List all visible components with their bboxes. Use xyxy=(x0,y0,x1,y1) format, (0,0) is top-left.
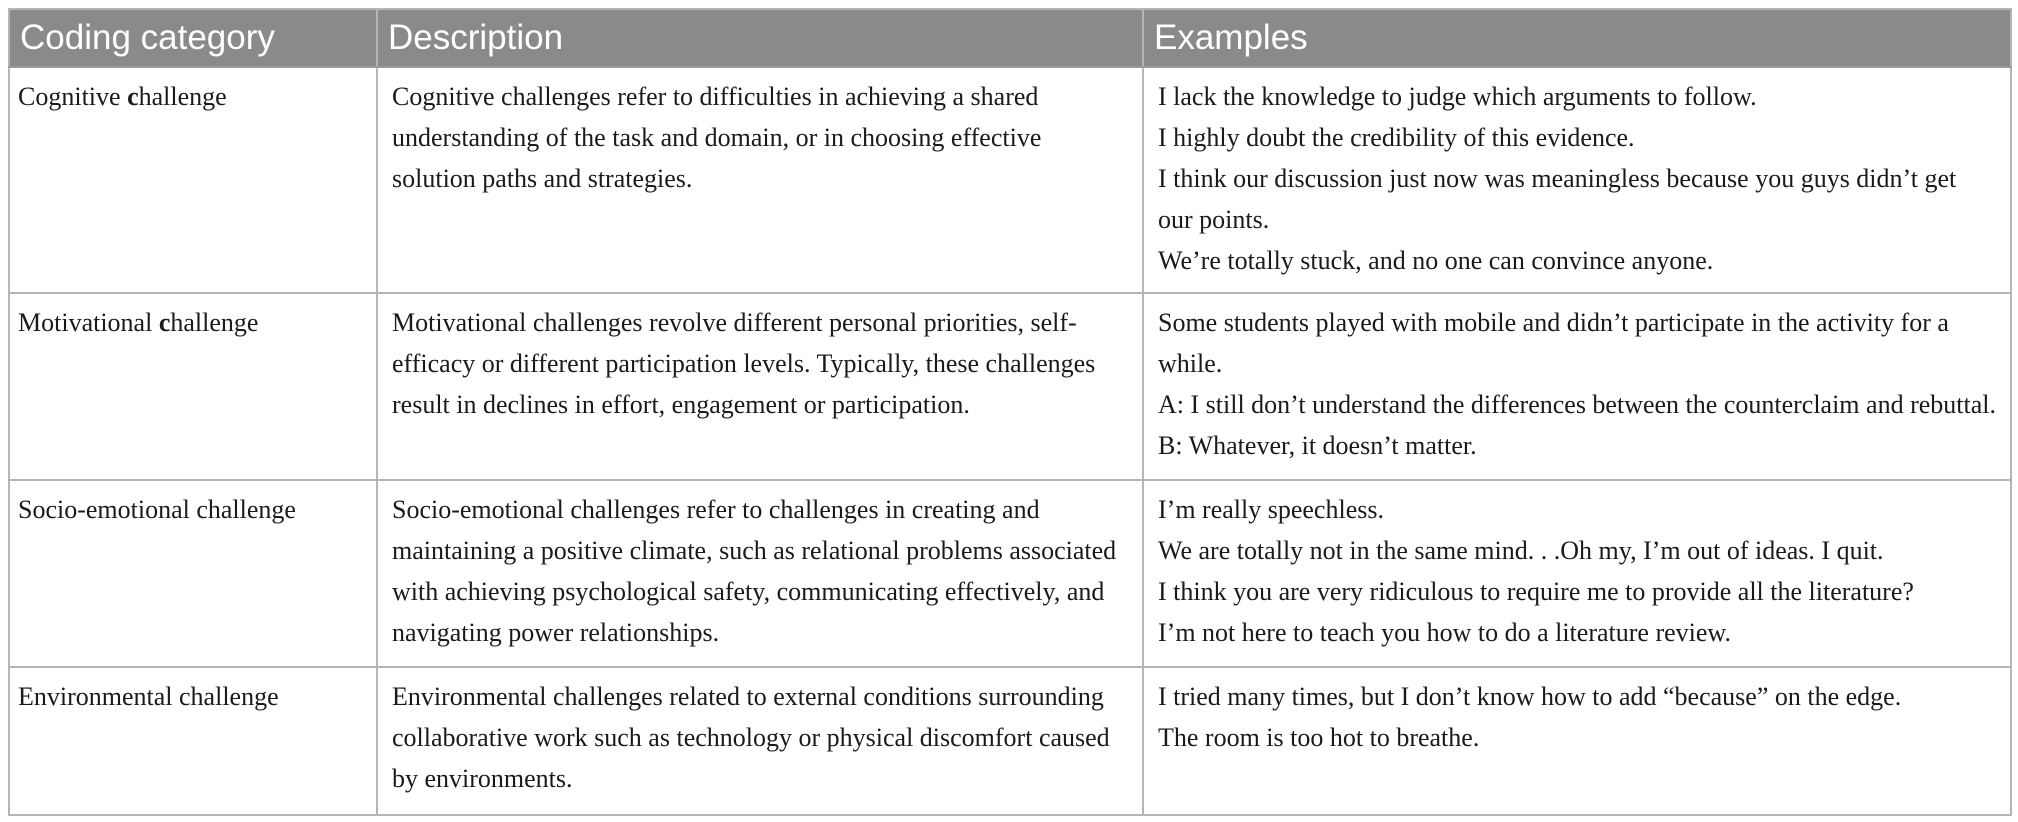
example-line: I’m not here to teach you how to do a literature review. xyxy=(1158,618,1731,647)
category-text-bold: c xyxy=(127,82,139,111)
table-row-socio-emotional xyxy=(9,480,2011,667)
coding-category-table xyxy=(8,8,2012,816)
category-text-end: hallenge xyxy=(170,308,259,337)
description-cell: Cognitive challenges refer to difficulties in achieving a shared understanding of the task and domain, or in choosing effective solution paths and strategies. xyxy=(377,67,1143,293)
category-text-end: hallenge xyxy=(138,82,227,111)
examples-cell xyxy=(1143,667,2011,815)
category-text-start: Motivational xyxy=(18,308,159,337)
examples-cell xyxy=(1143,480,2011,667)
category-text-bold: c xyxy=(158,308,171,337)
example-line: We’re totally stuck, and no one can convince anyone. xyxy=(1158,246,1714,275)
example-line: I think our discussion just now was meaningless because you guys didn’t get our points. xyxy=(1158,164,1957,234)
description-cell: Socio-emotional challenges refer to challenges in creating and maintaining a positive climate, such as relational problems associated with achieving psychological safety, communicating effectively, and navigating power relationships. xyxy=(377,480,1143,667)
description-cell: Motivational challenges revolve different personal priorities, self-efficacy or different participation levels. Typically, these challenges result in declines in effort, engagement or participation. xyxy=(377,293,1143,480)
category-cell xyxy=(9,67,377,293)
example-line: I’m really speechless. xyxy=(1158,495,1384,524)
header-coding-category: Coding category xyxy=(9,9,377,67)
table-row-motivational xyxy=(9,293,2011,480)
category-text-start: Cognitive xyxy=(18,82,128,111)
example-line: The room is too hot to breathe. xyxy=(1158,723,1480,752)
example-line: I lack the knowledge to judge which arguments to follow. xyxy=(1158,82,1757,111)
examples-cell xyxy=(1143,293,2011,480)
category-cell xyxy=(9,293,377,480)
example-line: Some students played with mobile and didn’t participate in the activity for a while. xyxy=(1158,308,1949,378)
table-header-row xyxy=(9,9,2011,67)
table-row-cognitive xyxy=(9,67,2011,293)
example-line: I highly doubt the credibility of this evidence. xyxy=(1158,123,1635,152)
examples-cell xyxy=(1143,67,2011,293)
header-description: Description xyxy=(377,9,1143,67)
category-cell: Socio-emotional challenge xyxy=(9,480,377,667)
header-examples: Examples xyxy=(1143,9,2011,67)
example-line: We are totally not in the same mind. . .Oh my, I’m out of ideas. I quit. xyxy=(1158,536,1884,565)
example-line: A: I still don’t understand the differences between the counterclaim and rebuttal. B: Whatever, it doesn’t matter. xyxy=(1158,390,1996,460)
description-cell: Environmental challenges related to external conditions surrounding collaborative work such as technology or physical discomfort caused by environments. xyxy=(377,667,1143,815)
table-row-environmental xyxy=(9,667,2011,815)
example-line: I tried many times, but I don’t know how to add “because” on the edge. xyxy=(1158,682,1902,711)
example-line: I think you are very ridiculous to require me to provide all the literature? xyxy=(1158,577,1914,606)
category-cell: Environmental challenge xyxy=(9,667,377,815)
